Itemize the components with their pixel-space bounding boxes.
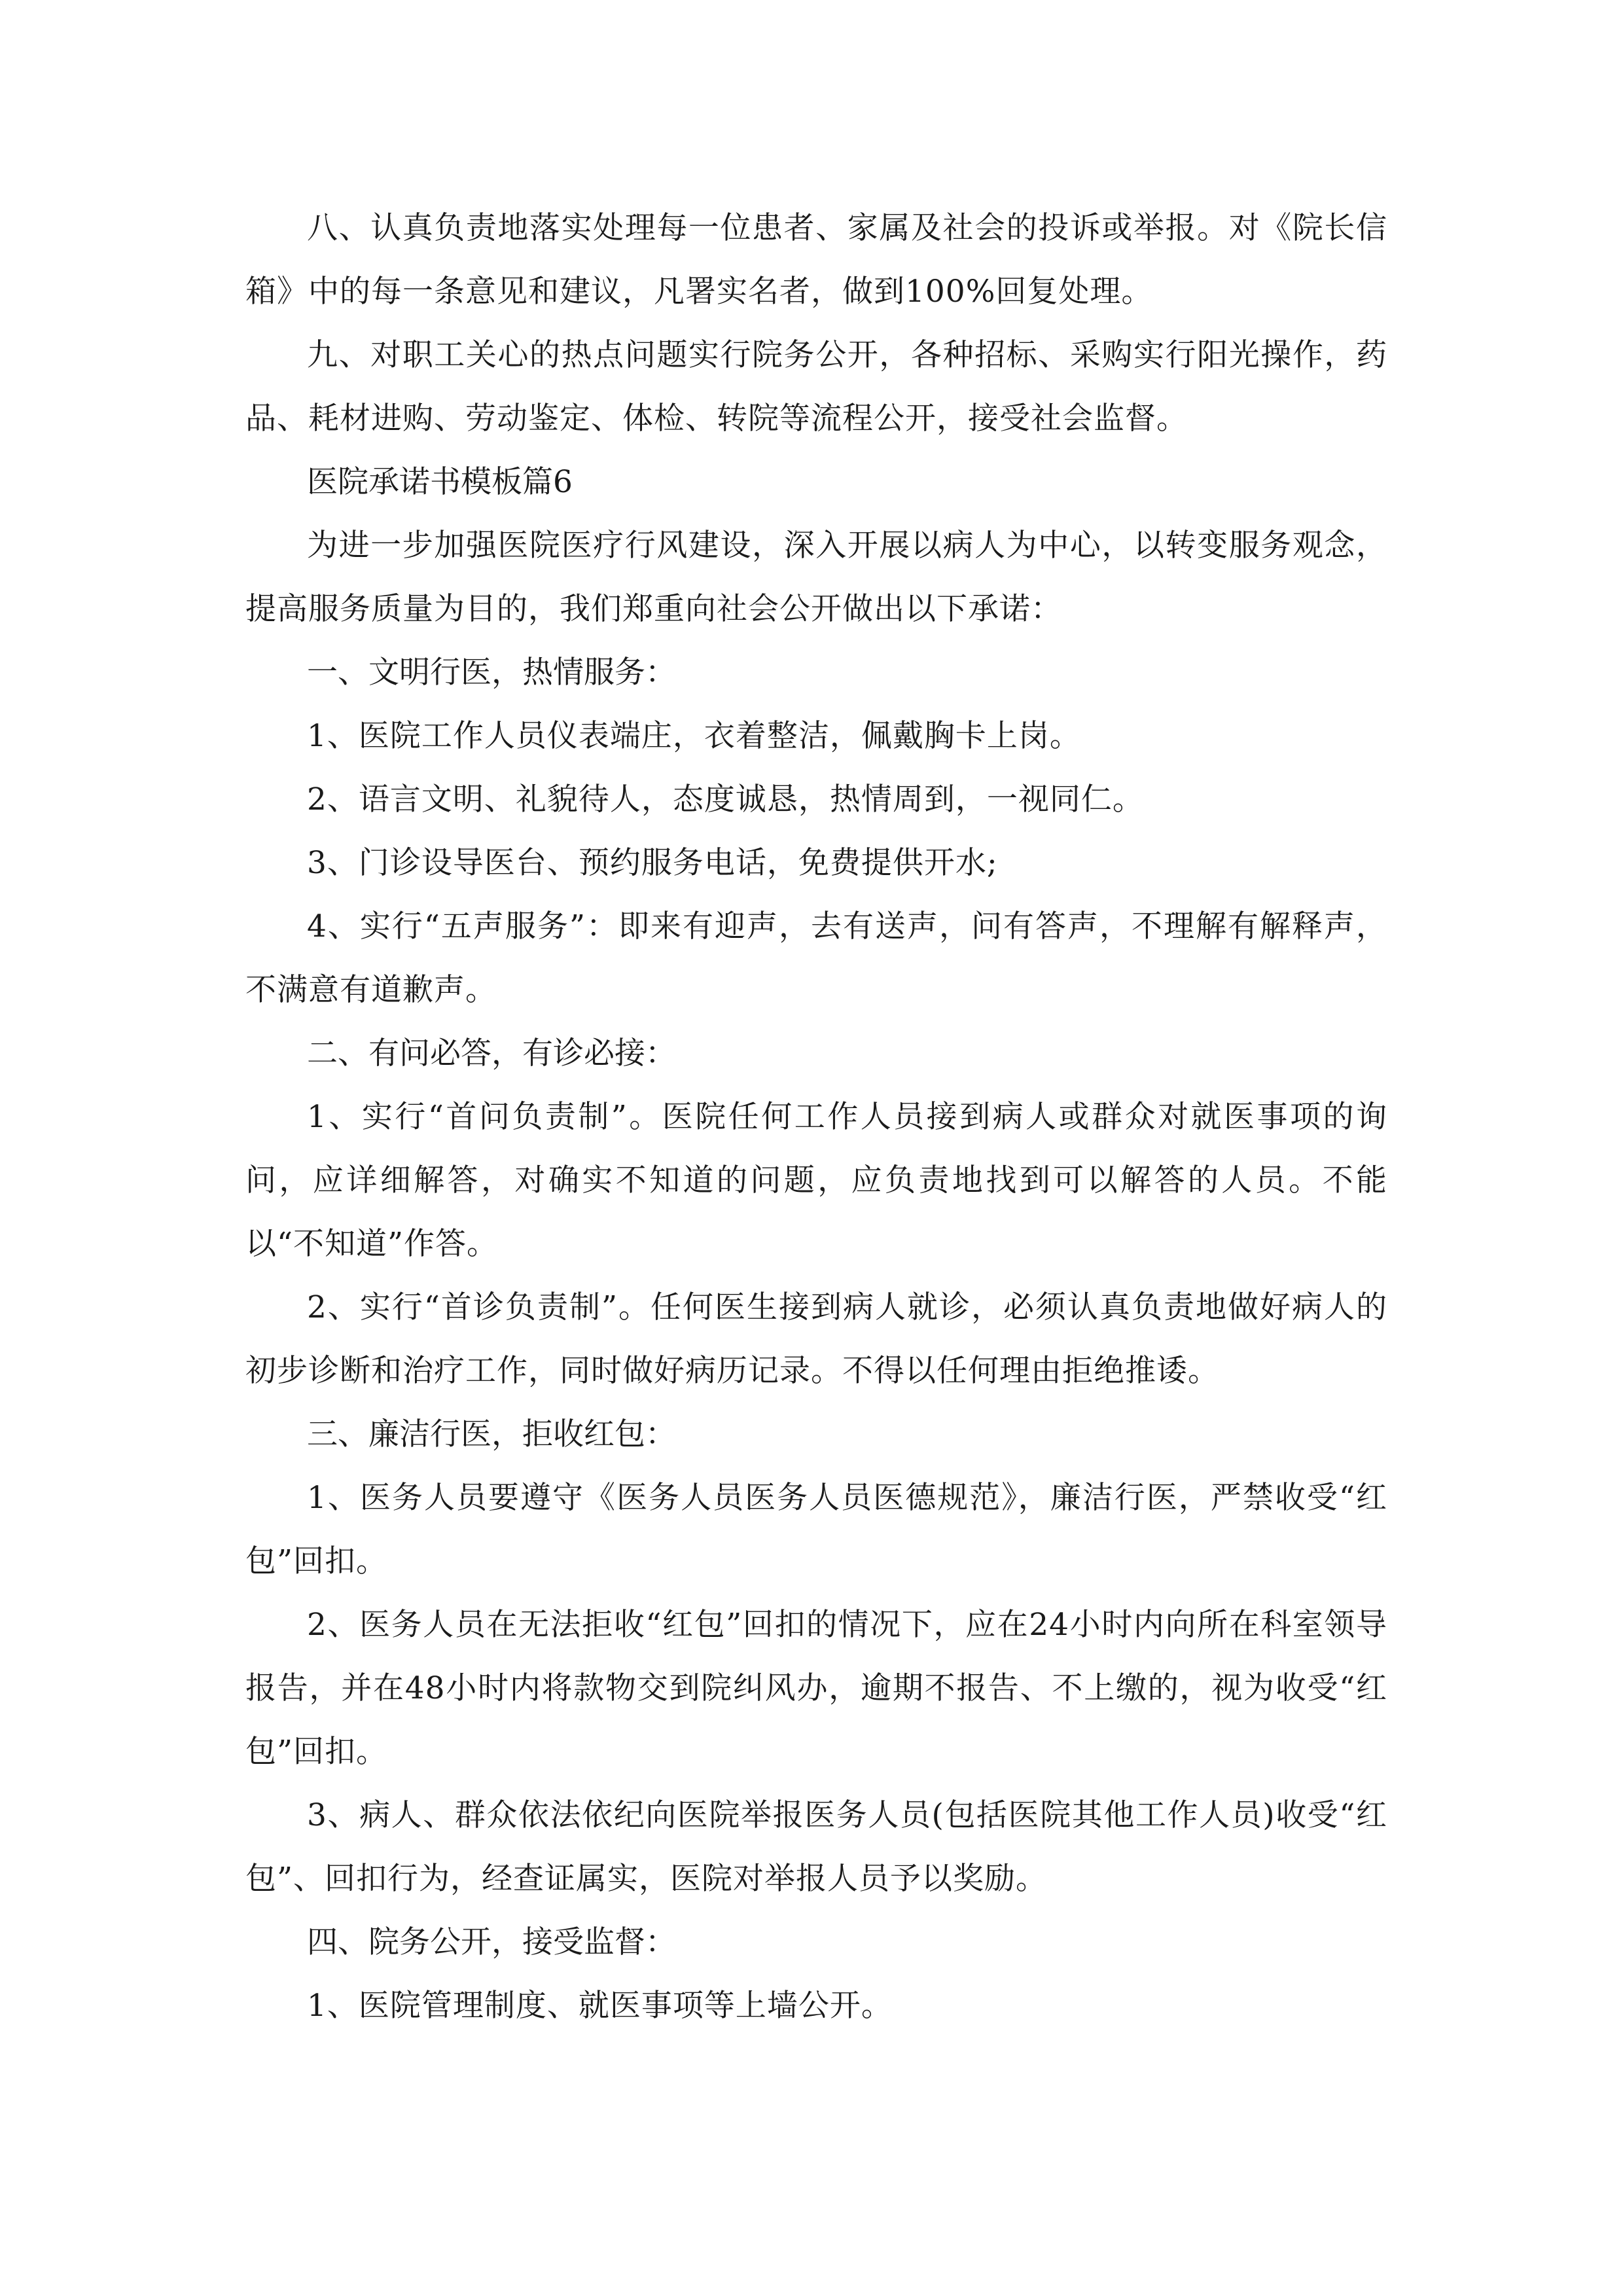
document-body [245,196,1387,2037]
section-heading-4: 四、院务公开，接受监督： [307,1924,676,1960]
list-item: 3、病人、群众依法依纪向医院举报医务人员(包括医院其他工作人员)收受“红包”、回扣行为，经查证属实，医院对举报人员予以奖励。 [245,1797,1387,1897]
list-item: 1、实行“首问负责制”。医院任何工作人员接到病人或群众对就医事项的询问，应详细解答，对确实不知道的问题，应负责地找到可以解答的人员。不能以“不知道”作答。 [245,1099,1387,1262]
paragraph-item-9: 九、对职工关心的热点问题实行院务公开，各种招标、采购实行阳光操作，药品、耗材进购、劳动鉴定、体检、转院等流程公开，接受社会监督。 [245,337,1387,437]
section-heading-3: 三、廉洁行医，拒收红包： [307,1416,676,1452]
list-item: 1、医院管理制度、就医事项等上墙公开。 [307,1988,893,2024]
section-heading-1: 一、文明行医，热情服务： [307,655,676,691]
paragraph-item-8: 八、认真负责地落实处理每一位患者、家属及社会的投诉或举报。对《院长信箱》中的每一条意见和建议，凡署实名者，做到100%回复处理。 [245,210,1387,310]
list-item: 3、门诊设导医台、预约服务电话，免费提供开水; [307,845,998,881]
section-title: 医院承诺书模板篇6 [307,464,573,500]
intro-paragraph: 为进一步加强医院医疗行风建设，深入开展以病人为中心，以转变服务观念，提高服务质量为目的，我们郑重向社会公开做出以下承诺： [245,528,1387,627]
list-item: 2、实行“首诊负责制”。任何医生接到病人就诊，必须认真负责地做好病人的初步诊断和治疗工作，同时做好病历记录。不得以任何理由拒绝推诿。 [245,1289,1387,1389]
list-item: 1、医务人员要遵守《医务人员医务人员医德规范》，廉洁行医，严禁收受“红包”回扣。 [245,1480,1387,1579]
list-item: 1、医院工作人员仪表端庄，衣着整洁，佩戴胸卡上岗。 [307,718,1081,754]
list-item: 4、实行“五声服务”：即来有迎声，去有送声，问有答声，不理解有解释声，不满意有道歉声。 [245,908,1387,1008]
list-item: 2、语言文明、礼貌待人，态度诚恳，热情周到，一视同仁。 [307,781,1144,817]
list-item: 2、医务人员在无法拒收“红包”回扣的情况下，应在24小时内向所在科室领导报告，并在48小时内将款物交到院纠风办，逾期不报告、不上缴的，视为收受“红包”回扣。 [245,1607,1387,1770]
section-heading-2: 二、有问必答，有诊必接： [307,1035,676,1071]
